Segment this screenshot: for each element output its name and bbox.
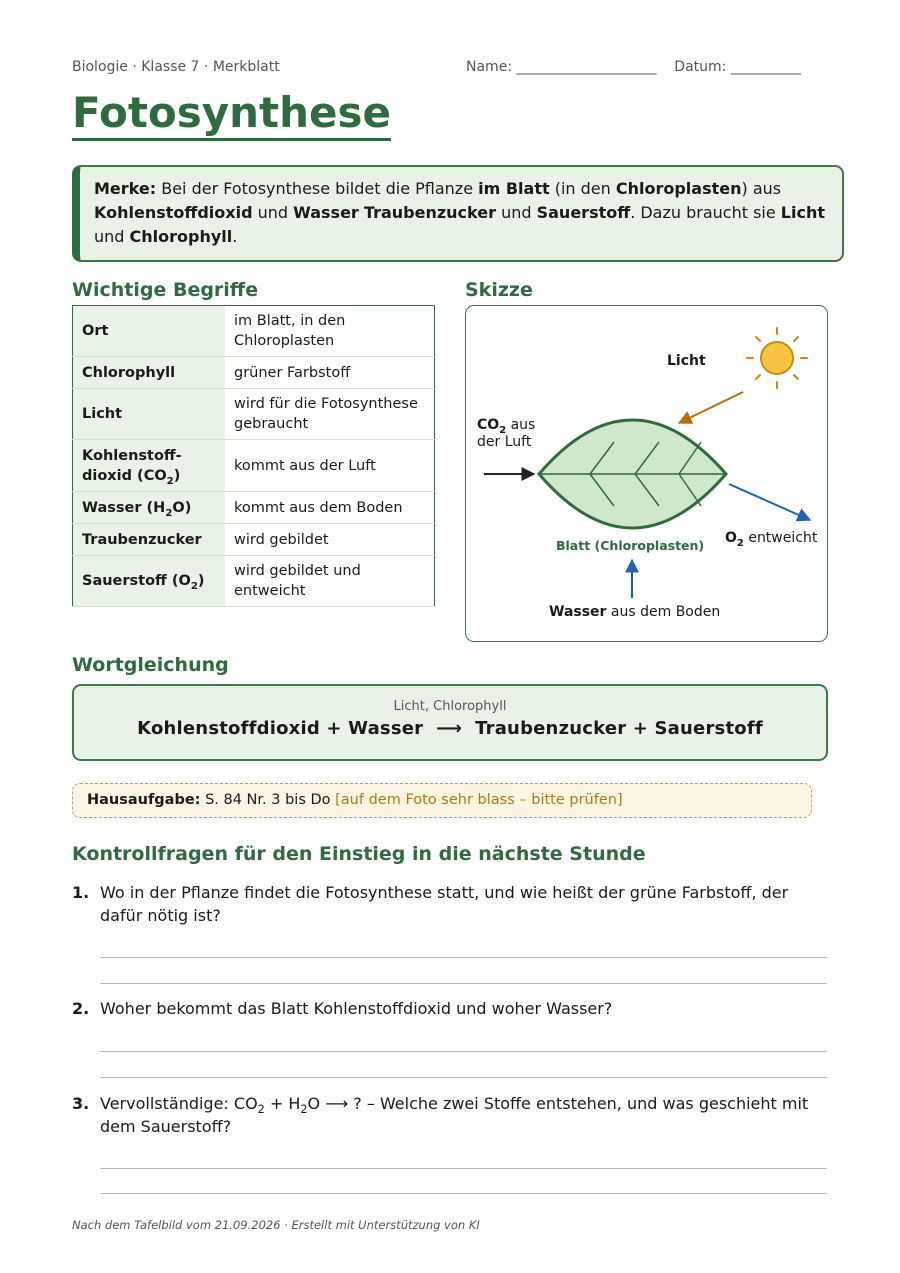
co2-text: aus: [506, 417, 536, 433]
term-text: Wasser (H: [82, 499, 166, 516]
definition-cell: wird gebildet: [225, 524, 435, 556]
question-part: O ⟶ ? – Welche zwei Stoffe entstehen, und was geschieht mit dem Sauerstoff?: [100, 1094, 809, 1136]
sketch-panel: [465, 305, 828, 642]
question-number: 2.: [72, 999, 90, 1018]
term-cell: [73, 492, 226, 524]
merke-bold: Chlorophyll: [129, 227, 233, 246]
water-text: aus dem Boden: [606, 604, 721, 620]
table-row: [73, 306, 435, 357]
footer-note: Nach dem Tafelbild vom 21.09.2026 · Erstellt mit Unterstützung von KI: [72, 1218, 480, 1232]
merke-text: und: [94, 227, 130, 246]
merke-text: ) aus: [741, 179, 782, 198]
terms-table: [72, 305, 435, 607]
merke-bold: im Blatt: [478, 179, 550, 198]
homework-label: Hausaufgabe:: [87, 792, 201, 808]
term-text: ): [197, 573, 205, 589]
table-row: [73, 357, 435, 389]
definition-cell: grüner Farbstoff: [225, 357, 435, 389]
answer-line[interactable]: [100, 983, 827, 984]
leaf-label: Blatt (Chloroplasten): [556, 538, 705, 553]
merke-text: (in den: [549, 179, 616, 198]
co2-label-line2: der Luft: [477, 434, 532, 450]
answer-line[interactable]: [100, 1193, 827, 1194]
definition-cell: wird für die Fotosynthese gebraucht: [225, 389, 435, 440]
term-cell: [73, 556, 226, 607]
reaction-arrow: ⟶: [436, 718, 463, 739]
merke-box: [72, 165, 844, 262]
merke-text: und: [496, 203, 537, 222]
reactants: Kohlenstoffdioxid + Wasser: [137, 718, 424, 739]
photosynthesis-diagram: [466, 306, 827, 641]
question-text: [100, 1092, 828, 1138]
o2-formula: O: [725, 530, 737, 546]
term-text: dioxid (CO: [82, 467, 167, 484]
term-text: O): [172, 499, 192, 516]
page-title: Fotosynthese: [72, 88, 391, 141]
o2-text: entweicht: [743, 530, 818, 546]
merke-bold: Sauerstoff: [536, 203, 631, 222]
o2-subscript: 2: [736, 538, 744, 549]
term-cell: Licht: [73, 389, 226, 440]
name-blank: ____________________: [516, 59, 657, 75]
name-date-fields: [466, 59, 801, 75]
light-label: Licht: [667, 353, 706, 369]
merke-bold: Traubenzucker: [363, 203, 496, 222]
definition-cell: kommt aus dem Boden: [225, 492, 435, 524]
term-subscript: 2: [165, 507, 173, 519]
subscript: 2: [257, 1103, 265, 1116]
word-equation-box: [72, 684, 828, 761]
table-row: [73, 440, 435, 492]
name-label: Name:: [466, 59, 513, 75]
term-cell: [73, 440, 226, 492]
question-text: Wo in der Pflanze findet die Fotosynthese statt, und wie heißt der grüne Farbstoff, der dafür nötig ist?: [100, 883, 789, 925]
light-arrow: [679, 392, 743, 423]
date-blank: __________: [730, 59, 801, 75]
question-text: Woher bekommt das Blatt Kohlenstoffdioxid und woher Wasser?: [100, 999, 613, 1018]
water-bold: Wasser: [549, 604, 607, 620]
definition-cell: kommt aus der Luft: [225, 440, 435, 492]
merke-text: . Dazu braucht sie: [630, 203, 781, 222]
term-text: ): [173, 467, 181, 484]
question-number: 1.: [72, 883, 90, 902]
term-cell: Ort: [73, 306, 226, 357]
date-label: Datum:: [674, 59, 727, 75]
merke-text: und: [252, 203, 294, 222]
question-part: + H: [264, 1094, 301, 1113]
questions-heading: Kontrollfragen für den Einstieg in die nächste Stunde: [72, 843, 646, 865]
term-text: Kohlenstoff-: [82, 447, 182, 464]
co2-formula: CO: [477, 417, 500, 433]
term-subscript: 2: [166, 475, 174, 487]
definition-cell: wird gebildet und entweicht: [225, 556, 435, 607]
term-text: Sauerstoff (O: [82, 573, 191, 589]
answer-line[interactable]: [100, 1077, 827, 1078]
sketch-heading: Skizze: [465, 279, 533, 301]
subject-line: Biologie · Klasse 7 · Merkblatt: [72, 59, 280, 75]
reaction-condition: Licht, Chlorophyll: [393, 699, 507, 714]
word-equation: [74, 718, 826, 739]
homework-box: [72, 783, 812, 818]
merke-bold: Wasser: [293, 203, 359, 222]
merke-text: Bei der Fotosynthese bildet die Pflanze: [156, 179, 479, 198]
merke-bold: Kohlenstoffdioxid: [94, 203, 253, 222]
table-row: [73, 492, 435, 524]
answer-line[interactable]: [100, 1168, 827, 1169]
term-cell: Traubenzucker: [73, 524, 226, 556]
co2-subscript: 2: [499, 425, 507, 436]
definition-cell: im Blatt, in den Chloroplasten: [225, 306, 435, 357]
merke-bold: Licht: [780, 203, 825, 222]
products: Traubenzucker + Sauerstoff: [475, 718, 763, 739]
o2-arrow: [729, 484, 810, 520]
subscript: 2: [300, 1103, 308, 1116]
question-part: Vervollständige: CO: [100, 1094, 258, 1113]
sun-icon: [747, 328, 807, 388]
merke-label: Merke:: [94, 179, 157, 198]
homework-text: S. 84 Nr. 3 bis Do: [200, 792, 336, 808]
table-row: [73, 556, 435, 607]
merke-text: .: [232, 227, 238, 246]
term-subscript: 2: [190, 581, 198, 592]
o2-label: [725, 530, 818, 549]
merke-bold: Chloroplasten: [615, 179, 742, 198]
table-row: [73, 389, 435, 440]
answer-line[interactable]: [100, 957, 827, 958]
leaf-icon: [539, 420, 726, 528]
homework-note: [auf dem Foto sehr blass – bitte prüfen]: [335, 792, 623, 808]
term-cell: Chlorophyll: [73, 357, 226, 389]
table-row: [73, 524, 435, 556]
terms-heading: Wichtige Begriffe: [72, 279, 259, 301]
question-number: 3.: [72, 1094, 90, 1113]
answer-line[interactable]: [100, 1051, 827, 1052]
water-label: [549, 604, 720, 620]
equation-heading: Wortgleichung: [72, 654, 229, 676]
